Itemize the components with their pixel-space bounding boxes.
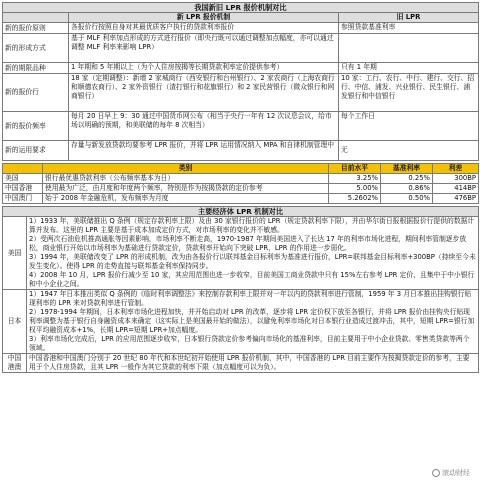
lpr-mechanism-table: [2, 2, 479, 161]
row-old: 每个工作日: [339, 112, 479, 141]
row-new: 每月 20 日早上 9：30 通过中国货币网公布（相当于央行一年有 12 次议息会议，给市场以明确的预期，和美联储的每年 8 次相当）: [69, 112, 339, 141]
watermark-text: 滚动财经: [442, 469, 470, 477]
base-rate-cell: 0.86%: [381, 184, 433, 194]
base-rate-cell: 0.25%: [381, 174, 433, 184]
table1-col-new: 新 LPR 报价机制: [69, 13, 339, 23]
row-old: [339, 34, 479, 63]
region-label: 中国港澳: [3, 354, 27, 373]
lpr-levels-table: [2, 163, 479, 204]
paragraph: 3）利率市场化完成后，LPR 的应用范围逐步收窄，日本银行贷款定价参考偏向市场化的基准利率，目前主要用于中小企业贷款、零售类贷款等两个领域。: [29, 335, 470, 352]
region-label: 美国: [3, 217, 27, 290]
level-cell: 3.25%: [329, 174, 381, 184]
row-label: 新的报价行: [3, 74, 69, 112]
paragraph: 2）1978-1994 年期间，日本利率市场化进程加快，并开始启动对 LPR 的改革，逐步将 LPR 定价权下放至各银行，并将 LPR 报价由挂钩央行贴现利率调整为基于银行自身融资成本来确定（这实际上是美国最开始的做法），以避免利率市场化对日本银行业造成过渡冲击，其中，短期 LPR=银行加权平均融资成本+1%，长期 LPR=短期 LPR+加点幅度。: [29, 308, 475, 334]
table1-col-old: 旧 LPR: [339, 13, 479, 23]
row-label: 新的运用要求: [3, 141, 69, 161]
table3-title: 主要经济体 LPR 机制对比: [3, 207, 479, 217]
region-content: [27, 290, 479, 354]
row-label: 新的报价原则: [3, 23, 69, 34]
header-category: 类别: [43, 164, 329, 174]
level-cell: 5.2602%: [329, 194, 381, 204]
row-old: 10 家：工行、农行、中行、建行、交行、招行、中信、浦发、兴业银行、民生银行、浦发银行和中信银行: [339, 74, 479, 112]
region-cell: 美国: [3, 174, 43, 184]
region-content: [27, 354, 479, 373]
row-label: 新的报价频率: [3, 112, 69, 141]
paragraph: 1）1947 年日本推出类似 Q 条例的《临时利率调整法》来控制存款利率上限并对一年以内的贷款利率进行管制，1959 年 3 月日本推出挂钩银行贴现利率的 LPR 来对贷款利率进行管制。: [29, 290, 472, 307]
row-new: 存量与新发放贷款均要参考 LPR 报价，并将 LPR 运用情况纳入 MPA 和自律机制管理中: [69, 141, 339, 161]
spread-cell: 414BP: [433, 184, 479, 194]
row-new: 18 家（定期调整）：新增 2 家城商行（西安银行和台州银行）、2 家农商行（上海农商行和顺德农商行）、2 家外资银行（渣打银行和花旗银行）和 2 家民营银行（微众银行和网商银行）: [69, 74, 339, 112]
row-label: 新的形成方式: [3, 34, 69, 63]
row-new: 基于 MLF 利率加点形成的方式进行报价（即央行既可以通过调整加点幅度，亦可以通过调整 MLF 利率来影响 LPR）: [69, 34, 339, 63]
header-level: 目前水平: [329, 164, 381, 174]
economies-lpr-table: [2, 206, 479, 373]
row-old: 无: [339, 141, 479, 161]
row-old: 只有 1 年期: [339, 63, 479, 74]
region-content: [27, 217, 479, 290]
category-cell: 使用最为广泛，由月度和年度两个频率，特别是作为按揭贷款的定价参考: [43, 184, 329, 194]
region-cell: 中国香港: [3, 184, 43, 194]
row-new: 1 年期和 5 年期以上（为个人住房按揭等长期贷款利率定价提供参考）: [69, 63, 339, 74]
base-rate-cell: 0.50%: [381, 194, 433, 204]
paragraph: 3）1994 年，美联储改变了 LPR 的形成机制，改为由各报价行以联邦基金目标利率为基准进行报价，LPR=联邦基金目标利率+300BP（持续至今未发生变化）。使得 LPR 的走势直接与联邦基金利率保持同步。: [29, 253, 476, 270]
header-spread: 利差: [433, 164, 479, 174]
watermark: [430, 468, 472, 478]
document-page: [0, 2, 480, 482]
row-new: 各报价行按照自身对其最优质客户执行的贷款利率报价: [69, 23, 339, 34]
region-label: 日本: [3, 290, 27, 354]
category-cell: 银行最优惠贷款利率（公布频率基本为日）: [43, 174, 329, 184]
header-base-rate: 基准利率: [381, 164, 433, 174]
spread-cell: 476BP: [433, 194, 479, 204]
row-old: 参照贷款基准利率: [339, 23, 479, 34]
region-cell: 中国澳门: [3, 194, 43, 204]
paragraph: 中国香港和中国澳门分别于 20 世纪 80 年代和本世纪初开始使用 LPR 报价机制，其中，中国香港的 LPR 目前主要作为按揭贷款定价的参考，主要用于个人住房贷款，且其 LPR 一般作为其它贷款的利率下限（加点幅度可以为负）。: [29, 354, 470, 371]
watermark-logo-icon: [432, 469, 440, 477]
level-cell: 5.00%: [329, 184, 381, 194]
paragraph: 1）1933 年，美联储推出 Q 条例（规定存款利率上限）及由 30 家银行报价的 LPR（规定贷款利率下限），并由华尔街日报根据报价行提供的数据计算并发布。这里的 LPR 主要是基于成本加成定价方式，对市场利率的变化并不敏感。: [29, 217, 475, 234]
table1-corner: [3, 13, 69, 23]
paragraph: 2）受两次石油危机推高通胀等因素影响，市场利率不断走高，1970-1987 年期间美国进入了长达 17 年的利率市场化进程，期间利率管制逐步放松，商业银行开始以市场利率为基础进行贷款定价，贷款利率开始向下突破 LPR，LPR 的作用进一步弱化。: [29, 235, 467, 252]
header-region: [3, 164, 43, 174]
category-cell: 始于 2008 年金融危机，发布频率为月度: [43, 194, 329, 204]
spread-cell: 300BP: [433, 174, 479, 184]
table1-title: 我国新旧 LPR 报价机制对比: [3, 3, 479, 13]
row-label: 新的期限品种: [3, 63, 69, 74]
paragraph: 4）2008 年 10 月，LPR 报价行减少至 10 家，其应用范围也进一步收窄，目前美国工商业贷款中只有 15%左右参考 LPR 定价，且集中于中小银行和中小企业之间。: [29, 271, 475, 288]
